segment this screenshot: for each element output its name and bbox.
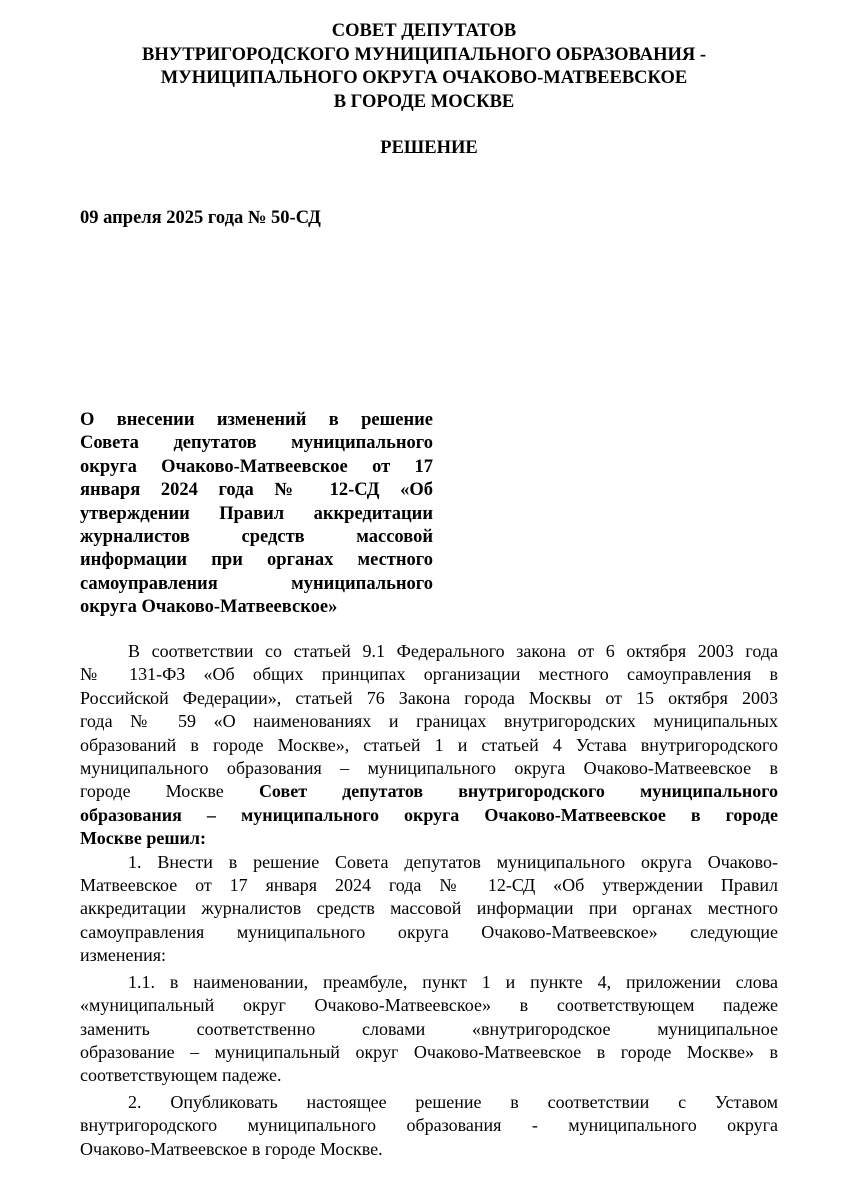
item-2-line: 2. Опубликовать настоящее решение в соответствии с Уставом (128, 1091, 778, 1112)
subject-line: О внесении изменений в решение (80, 410, 433, 430)
decision-subject (80, 409, 433, 620)
preamble-line: № 131-ФЗ «Об общих принципах организации местного самоуправления в (80, 664, 778, 685)
item-1-line: изменения: (80, 945, 167, 966)
header-line-municipal-formation: ВНУТРИГОРОДСКОГО МУНИЦИПАЛЬНОГО ОБРАЗОВАНИЯ - (142, 44, 706, 65)
subject-line: Совета депутатов муниципального (80, 433, 433, 454)
item-1-line: Матвеевское от 17 января 2024 года № 12-СД «Об утверждении Правил (80, 875, 778, 896)
subject-line: самоуправления муниципального (80, 573, 433, 594)
item-1-line: 1. Внести в решение Совета депутатов муниципального округа Очаково- (128, 851, 778, 872)
subject-line: информации при органах местного (80, 550, 433, 571)
council-resolved-text: Совет депутатов внутригородского муниципального (258, 781, 779, 802)
document-header (0, 20, 848, 114)
item-1-1-line: соответствующем падеже. (80, 1065, 282, 1086)
preamble-paragraph (80, 640, 778, 851)
header-line-district: МУНИЦИПАЛЬНОГО ОКРУГА ОЧАКОВО-МАТВЕЕВСКОЕ (160, 68, 688, 88)
item-2-paragraph (80, 1091, 778, 1161)
item-1-line: самоуправления муниципального округа Очаково-Матвеевское» следующие (80, 921, 778, 942)
item-1-1-line: образование – муниципальный округ Очаково-Матвеевское в городе Москве» в (80, 1041, 778, 1062)
subject-line: округа Очаково-Матвеевское» (80, 597, 338, 618)
item-1-1-line: заменить соответственно словами «внутригородское муниципальное (80, 1018, 778, 1039)
decision-body (80, 640, 778, 1161)
subject-line: журналистов средств массовой (80, 527, 433, 548)
preamble-line: муниципального образования – муниципального округа Очаково-Матвеевское в (80, 758, 778, 779)
item-1-1-paragraph (80, 971, 778, 1088)
preamble-line: В соответствии со статьей 9.1 Федерального закона от 6 октября 2003 года (128, 641, 778, 661)
preamble-plain-text: городе Москве (80, 781, 224, 802)
item-1-1-line: «муниципальный округ Очаково-Матвеевское» в соответствующем падеже (80, 995, 778, 1016)
item-1-1-line: 1.1. в наименовании, преамбуле, пункт 1 и пункте 4, приложении слова (128, 971, 778, 992)
item-1-line: аккредитации журналистов средств массовой информации при органах местного (80, 898, 778, 919)
preamble-line-mixed (80, 780, 778, 803)
subject-line: округа Очаково-Матвеевское от 17 (80, 456, 433, 477)
header-line-council: СОВЕТ ДЕПУТАТОВ (331, 21, 517, 41)
item-2-line: Очаково-Матвеевское в городе Москве. (80, 1138, 383, 1159)
subject-line: утверждении Правил аккредитации (80, 503, 433, 524)
item-2-line: внутригородского муниципального образования - муниципального округа (80, 1115, 778, 1136)
council-resolved-text: Москве решил: (80, 828, 206, 849)
council-resolved-text: образования – муниципального округа Очаково-Матвеевское в городе (80, 804, 778, 825)
decision-title: РЕШЕНИЕ (380, 138, 478, 158)
preamble-line: образований в городе Москве», статьей 1 и статьей 4 Устава внутригородского (80, 734, 778, 755)
preamble-line: Российской Федерации», статьей 76 Закона города Москвы от 15 октября 2003 (80, 687, 778, 708)
decision-date-number: 09 апреля 2025 года № 50-СД (80, 208, 321, 228)
header-line-city: В ГОРОДЕ МОСКВЕ (333, 91, 515, 112)
subject-line: января 2024 года № 12-СД «Об (80, 480, 433, 501)
preamble-line: года № 59 «О наименованиях и границах внутригородских муниципальных (80, 711, 778, 732)
item-1-paragraph (80, 851, 778, 968)
